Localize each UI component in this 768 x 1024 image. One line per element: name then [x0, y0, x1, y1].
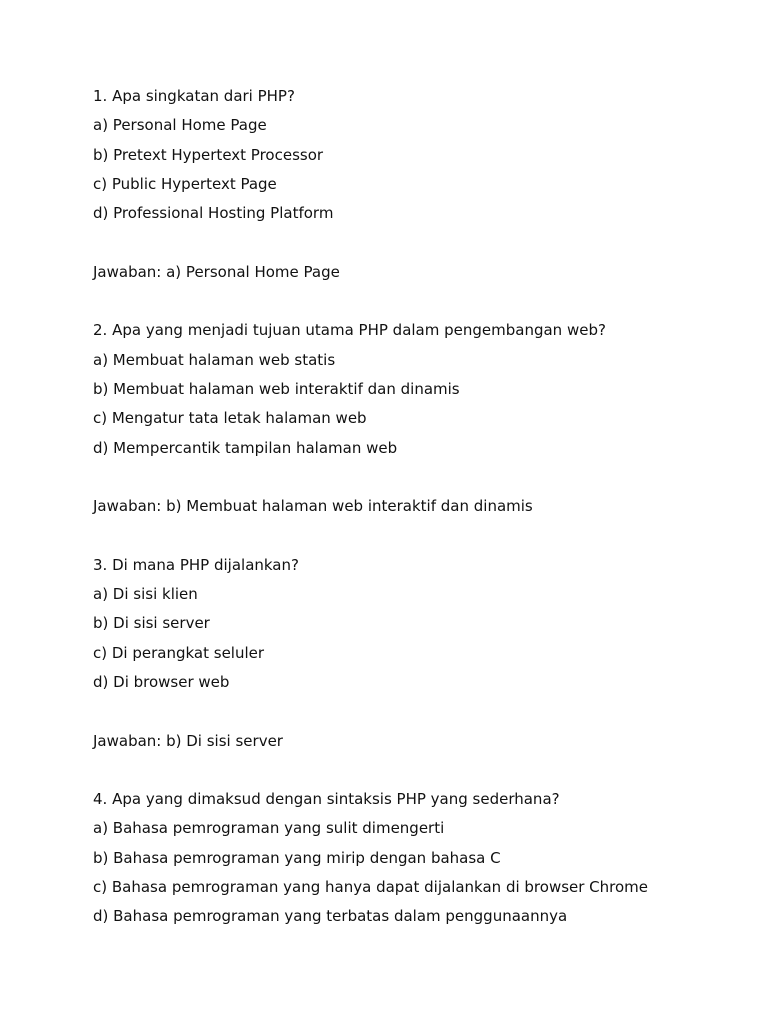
option-a: a) Bahasa pemrograman yang sulit dimengerti — [93, 819, 445, 838]
spacer — [93, 232, 753, 261]
answer-text: Jawaban: b) Di sisi server — [93, 731, 283, 750]
document-page — [93, 86, 753, 936]
option-d: d) Di browser web — [93, 672, 230, 691]
answer-text: Jawaban: a) Personal Home Page — [93, 262, 340, 281]
option-b: b) Bahasa pemrograman yang mirip dengan bahasa C — [93, 848, 501, 867]
option-d: d) Professional Hosting Platform — [93, 204, 334, 223]
option-c: c) Public Hypertext Page — [93, 174, 277, 193]
option-b: b) Pretext Hypertext Processor — [93, 145, 324, 164]
option-d: d) Mempercantik tampilan halaman web — [93, 438, 398, 457]
spacer — [93, 760, 753, 789]
option-a: a) Personal Home Page — [93, 116, 267, 135]
spacer — [93, 525, 753, 554]
question-text: 3. Di mana PHP dijalankan? — [93, 555, 299, 574]
option-c: c) Di perangkat seluler — [93, 643, 265, 662]
question-text: 1. Apa singkatan dari PHP? — [93, 87, 295, 105]
option-c: c) Bahasa pemrograman yang hanya dapat dijalankan di browser Chrome — [93, 878, 649, 897]
question-text: 4. Apa yang dimaksud dengan sintaksis PHP yang sederhana? — [93, 790, 560, 809]
question-text: 2. Apa yang menjadi tujuan utama PHP dalam pengembangan web? — [93, 321, 606, 340]
answer-text: Jawaban: b) Membuat halaman web interaktif dan dinamis — [93, 497, 533, 516]
option-a: a) Di sisi klien — [93, 585, 198, 604]
option-a: a) Membuat halaman web statis — [93, 350, 336, 369]
spacer — [93, 467, 753, 496]
option-b: b) Membuat halaman web interaktif dan dinamis — [93, 379, 460, 398]
spacer — [93, 291, 753, 320]
option-b: b) Di sisi server — [93, 614, 210, 633]
spacer — [93, 701, 753, 730]
option-c: c) Mengatur tata letak halaman web — [93, 409, 367, 428]
option-d: d) Bahasa pemrograman yang terbatas dalam penggunaannya — [93, 907, 568, 926]
